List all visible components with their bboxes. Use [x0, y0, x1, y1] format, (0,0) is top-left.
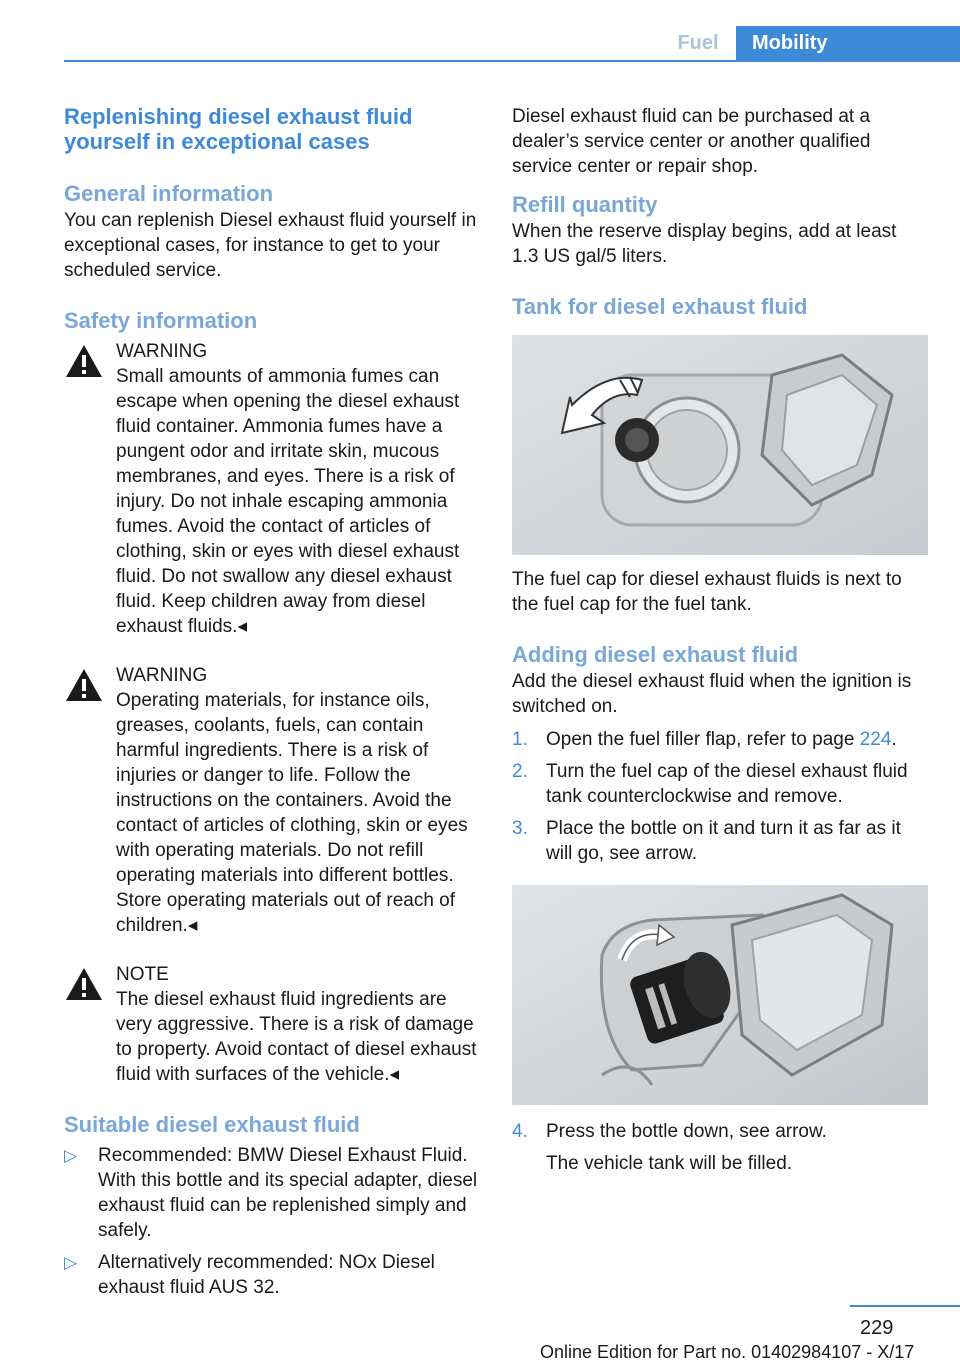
edition-footer: Online Edition for Part no. 01402984107 - X/17 [540, 1342, 915, 1362]
step-text: Press the bottle down, see arrow. [546, 1121, 827, 1142]
general-text: You can replenish Diesel exhaust fluid yourself in exceptional cases, for instance to get to your scheduled service. [64, 210, 477, 281]
tab-mobility: Mobility [736, 26, 960, 60]
notice-text: Operating materials, for instance oils, greases, coolants, fuels, can contain harmful ingredients. There is a risk of injuries or danger to life. Follow the instructions on the containers. Avoid the contact of articles of clothing, skin or eyes with operating materials. Do not refill operating materials into different bottles. Store operating materials out of reach of children.◂ [116, 690, 468, 936]
warning-triangle-icon [64, 966, 104, 1002]
fuel-cap-photo [512, 335, 928, 555]
bottle-photo [512, 885, 928, 1105]
step-number: 4. [512, 1121, 528, 1142]
purchase-text: Diesel exhaust fluid can be purchased at a dealer’s service center or another qualified service center or repair shop. [512, 106, 871, 177]
page-reference-link[interactable]: 224 [859, 729, 892, 750]
fluid-list [64, 1143, 480, 1300]
adding-text: Add the diesel exhaust fluid when the ignition is switched on. [512, 671, 912, 717]
step-number: 3. [512, 818, 528, 839]
header-rule [64, 60, 960, 62]
adding-heading: Adding diesel exhaust fluid [512, 642, 799, 667]
tab-fuel: Fuel [677, 32, 719, 54]
list-item [512, 727, 928, 752]
bullet-triangle-icon: ▷ [64, 1146, 78, 1165]
bullet-triangle-icon: ▷ [64, 1253, 78, 1272]
right-column [512, 104, 928, 1183]
list-item [64, 1143, 480, 1243]
warning-notice-2 [64, 663, 480, 938]
steps-list-continued [512, 1119, 928, 1176]
notice-text: Small amounts of ammonia fumes can escape when opening the diesel exhaust fluid container. Ammonia fumes have a pungent odor and irritate skin, mucous membranes, and eyes. There is a risk of injury. Do not inhale escaping ammonia fumes. Avoid the contact of articles of clothing, skin or eyes with diesel exhaust fluid. Do not swallow any diesel exhaust fluid. Keep children away from diesel exhaust fluids.◂ [116, 366, 460, 637]
warning-notice-1 [64, 339, 480, 639]
step-suffix: . [891, 729, 897, 750]
step-text: Open the fuel filler flap, refer to page [546, 729, 860, 750]
steps-list [512, 727, 928, 866]
tank-heading: Tank for diesel exhaust fluid [512, 294, 808, 319]
list-item-text: Alternatively recommended: NOx Diesel exhaust fluid AUS 32. [98, 1252, 435, 1298]
general-heading: General information [64, 181, 274, 206]
note-notice [64, 962, 480, 1087]
notice-keyword: NOTE [116, 964, 169, 985]
refill-heading: Refill quantity [512, 192, 658, 217]
notice-keyword: WARNING [116, 665, 208, 686]
tank-caption: The fuel cap for diesel exhaust fluids is next to the fuel cap for the fuel tank. [512, 569, 902, 615]
step-subtext: The vehicle tank will be filled. [546, 1153, 793, 1174]
list-item [512, 816, 928, 866]
step-number: 2. [512, 761, 528, 782]
step-text: Turn the fuel cap of the diesel exhaust fluid tank counterclockwise and remove. [546, 761, 908, 807]
suitable-heading: Suitable diesel exhaust fluid [64, 1112, 360, 1137]
section-title: Replenishing diesel exhaust fluid yourself in exceptional cases [64, 104, 413, 154]
step-number: 1. [512, 729, 528, 750]
footer-rule [850, 1305, 960, 1307]
notice-keyword: WARNING [116, 341, 208, 362]
refill-text: When the reserve display begins, add at least 1.3 US gal/5 liters. [512, 221, 897, 267]
step-text: Place the bottle on it and turn it as far as it will go, see arrow. [546, 818, 901, 864]
left-column [64, 104, 480, 1307]
list-item-text: Recommended: BMW Diesel Exhaust Fluid. With this bottle and its special adapter, diesel exhaust fluid can be replenished simply and safely. [98, 1145, 478, 1241]
list-item [512, 759, 928, 809]
list-item [512, 1119, 928, 1176]
list-item [64, 1250, 480, 1300]
notice-text: The diesel exhaust fluid ingredients are very aggressive. There is a risk of damage to property. Avoid contact of diesel exhaust fluid with surfaces of the vehicle.◂ [116, 989, 477, 1085]
warning-triangle-icon [64, 667, 104, 703]
warning-triangle-icon [64, 343, 104, 379]
page-number: 229 [860, 1317, 894, 1339]
safety-heading: Safety information [64, 308, 258, 333]
